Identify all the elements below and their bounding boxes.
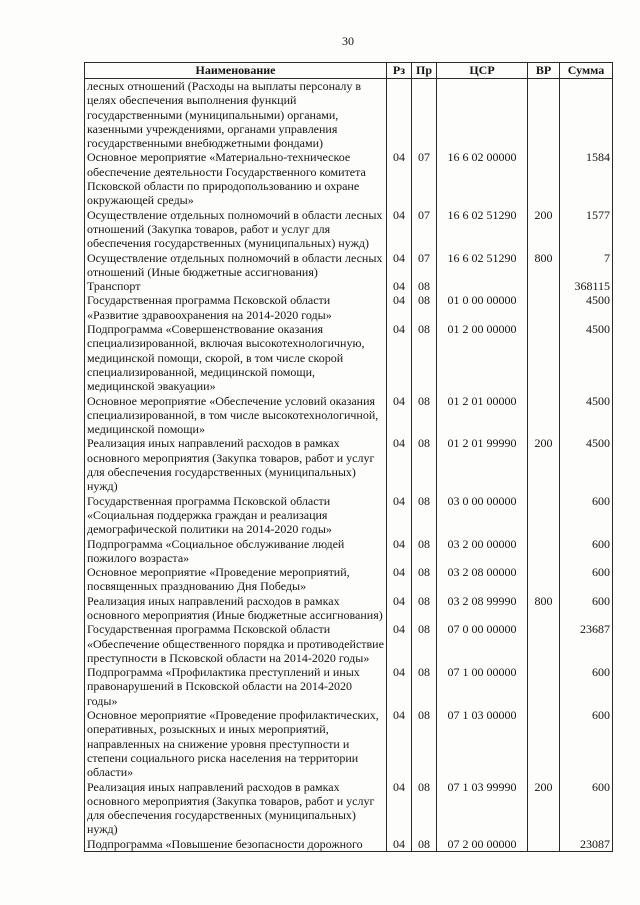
page-number: 30 — [342, 34, 354, 48]
table-row — [85, 565, 613, 594]
cell-name: Государственная программа Псковской области «Обеспечение общественного порядка и противодействие преступности в Псковской области на 2014-2020 годы» — [85, 622, 387, 665]
cell-vr — [528, 279, 560, 293]
cell-rz: 04 — [387, 322, 412, 393]
cell-rz: 04 — [387, 622, 412, 665]
cell-sum: 600 — [560, 708, 613, 779]
cell-vr — [528, 293, 560, 322]
cell-vr — [528, 537, 560, 566]
table-row — [85, 622, 613, 665]
header-cell-pr: Пр — [412, 63, 437, 79]
table-row — [85, 79, 613, 151]
cell-vr — [528, 622, 560, 665]
table-row — [85, 208, 613, 251]
table-row — [85, 279, 613, 293]
table-row — [85, 436, 613, 493]
cell-sum: 1584 — [560, 150, 613, 207]
cell-rz: 04 — [387, 394, 412, 437]
header-cell-rz: Рз — [387, 63, 412, 79]
cell-pr: 08 — [412, 594, 437, 623]
cell-pr: 08 — [412, 436, 437, 493]
cell-name: Транспорт — [85, 279, 387, 293]
cell-pr: 08 — [412, 322, 437, 393]
table-row — [85, 322, 613, 393]
cell-rz: 04 — [387, 293, 412, 322]
cell-name: Осуществление отдельных полномочий в области лесных отношений (Закупка товаров, работ и услуг для обеспечения государственных (муниципальных) нужд) — [85, 208, 387, 251]
cell-name: лесных отношений (Расходы на выплаты персоналу в целях обеспечения выполнения функций государственными (муниципальными) органами, казенными учреждениями, органами управления государственными внебюджетными фондами) — [85, 79, 387, 151]
cell-sum: 23687 — [560, 622, 613, 665]
cell-csr — [437, 79, 528, 151]
cell-rz: 04 — [387, 780, 412, 837]
cell-vr — [528, 708, 560, 779]
table-row — [85, 251, 613, 280]
header-cell-csr: ЦСР — [437, 63, 528, 79]
cell-name: Реализация иных направлений расходов в рамках основного мероприятия (Иные бюджетные ассигнования) — [85, 594, 387, 623]
cell-pr: 08 — [412, 837, 437, 852]
cell-csr: 07 1 03 99990 — [437, 780, 528, 837]
cell-csr: 07 1 00 00000 — [437, 665, 528, 708]
cell-sum: 368115 — [560, 279, 613, 293]
cell-csr: 07 1 03 00000 — [437, 708, 528, 779]
cell-pr: 08 — [412, 708, 437, 779]
cell-rz: 04 — [387, 150, 412, 207]
cell-rz: 04 — [387, 494, 412, 537]
table-row — [85, 837, 613, 852]
cell-rz: 04 — [387, 837, 412, 852]
cell-sum: 23087 — [560, 837, 613, 852]
cell-sum: 600 — [560, 565, 613, 594]
cell-rz: 04 — [387, 665, 412, 708]
cell-sum: 600 — [560, 537, 613, 566]
cell-csr — [437, 279, 528, 293]
cell-rz: 04 — [387, 594, 412, 623]
table-row — [85, 708, 613, 779]
cell-sum: 600 — [560, 494, 613, 537]
cell-name: Основное мероприятие «Проведение профилактических, оперативных, розыскных и иных мероприятий, направленных на снижение уровня преступности и степени социального риска населения на территории области» — [85, 708, 387, 779]
budget-table — [84, 62, 613, 852]
cell-rz: 04 — [387, 565, 412, 594]
cell-rz: 04 — [387, 708, 412, 779]
cell-sum: 4500 — [560, 436, 613, 493]
cell-pr: 07 — [412, 208, 437, 251]
table-header-row — [85, 63, 613, 79]
table-row — [85, 293, 613, 322]
cell-csr: 16 6 02 00000 — [437, 150, 528, 207]
cell-csr: 16 6 02 51290 — [437, 208, 528, 251]
cell-csr: 01 2 01 00000 — [437, 394, 528, 437]
cell-name: Основное мероприятие «Материально-техническое обеспечение деятельности Государственного комитета Псковской области по природопользованию и охране окружающей среды» — [85, 150, 387, 207]
cell-sum: 600 — [560, 594, 613, 623]
table-row — [85, 494, 613, 537]
cell-rz: 04 — [387, 436, 412, 493]
cell-vr — [528, 494, 560, 537]
cell-csr: 01 0 00 00000 — [437, 293, 528, 322]
cell-sum: 4500 — [560, 293, 613, 322]
cell-csr: 16 6 02 51290 — [437, 251, 528, 280]
cell-name: Подпрограмма «Совершенствование оказания специализированной, включая высокотехнологичную, медицинской помощи, скорой, в том числе скорой специализированной, медицинской помощи, медицинской эвакуации» — [85, 322, 387, 393]
cell-pr: 07 — [412, 251, 437, 280]
table-row — [85, 537, 613, 566]
cell-name: Подпрограмма «Профилактика преступлений и иных правонарушений в Псковской области на 2014-2020 годы» — [85, 665, 387, 708]
cell-sum: 1577 — [560, 208, 613, 251]
cell-csr: 01 2 00 00000 — [437, 322, 528, 393]
table-row — [85, 665, 613, 708]
table-row — [85, 780, 613, 837]
cell-vr — [528, 150, 560, 207]
cell-name: Подпрограмма «Социальное обслуживание людей пожилого возраста» — [85, 537, 387, 566]
cell-pr: 08 — [412, 565, 437, 594]
cell-csr: 03 2 00 00000 — [437, 537, 528, 566]
header-cell-vr: ВР — [528, 63, 560, 79]
cell-pr — [412, 79, 437, 151]
cell-pr: 08 — [412, 279, 437, 293]
cell-csr: 07 2 00 00000 — [437, 837, 528, 852]
table-body — [85, 79, 613, 852]
cell-rz: 04 — [387, 279, 412, 293]
cell-name: Основное мероприятие «Проведение мероприятий, посвященных празднованию Дня Победы» — [85, 565, 387, 594]
cell-name: Государственная программа Псковской области «Социальная поддержка граждан и реализация демографической политики на 2014-2020 годы» — [85, 494, 387, 537]
cell-pr: 08 — [412, 394, 437, 437]
cell-vr: 200 — [528, 436, 560, 493]
header-cell-sum: Сумма — [560, 63, 613, 79]
cell-pr: 07 — [412, 150, 437, 207]
cell-name: Осуществление отдельных полномочий в области лесных отношений (Иные бюджетные ассигнования) — [85, 251, 387, 280]
cell-sum: 600 — [560, 665, 613, 708]
header-cell-name: Наименование — [85, 63, 387, 79]
cell-vr — [528, 665, 560, 708]
cell-rz: 04 — [387, 208, 412, 251]
cell-csr: 03 2 08 99990 — [437, 594, 528, 623]
cell-vr: 200 — [528, 780, 560, 837]
cell-sum: 7 — [560, 251, 613, 280]
cell-csr: 03 2 08 00000 — [437, 565, 528, 594]
cell-vr — [528, 394, 560, 437]
cell-vr — [528, 322, 560, 393]
cell-rz: 04 — [387, 537, 412, 566]
cell-pr: 08 — [412, 494, 437, 537]
cell-vr: 800 — [528, 594, 560, 623]
cell-sum: 4500 — [560, 394, 613, 437]
cell-pr: 08 — [412, 293, 437, 322]
cell-vr: 800 — [528, 251, 560, 280]
table-row — [85, 150, 613, 207]
cell-sum: 600 — [560, 780, 613, 837]
cell-name: Реализация иных направлений расходов в рамках основного мероприятия (Закупка товаров, работ и услуг для обеспечения государственных (муниципальных) нужд) — [85, 780, 387, 837]
cell-rz: 04 — [387, 251, 412, 280]
table-row — [85, 594, 613, 623]
cell-name: Подпрограмма «Повышение безопасности дорожного — [85, 837, 387, 852]
cell-name: Реализация иных направлений расходов в рамках основного мероприятия (Закупка товаров, работ и услуг для обеспечения государственных (муниципальных) нужд) — [85, 436, 387, 493]
cell-sum: 4500 — [560, 322, 613, 393]
cell-vr: 200 — [528, 208, 560, 251]
table-row — [85, 394, 613, 437]
cell-pr: 08 — [412, 780, 437, 837]
cell-vr — [528, 79, 560, 151]
cell-csr: 07 0 00 00000 — [437, 622, 528, 665]
cell-rz — [387, 79, 412, 151]
cell-csr: 03 0 00 00000 — [437, 494, 528, 537]
cell-pr: 08 — [412, 537, 437, 566]
cell-csr: 01 2 01 99990 — [437, 436, 528, 493]
cell-vr — [528, 837, 560, 852]
cell-sum — [560, 79, 613, 151]
cell-name: Основное мероприятие «Обеспечение условий оказания специализированной, в том числе высокотехнологичной, медицинской помощи» — [85, 394, 387, 437]
cell-name: Государственная программа Псковской области «Развитие здравоохранения на 2014-2020 годы» — [85, 293, 387, 322]
cell-pr: 08 — [412, 665, 437, 708]
cell-vr — [528, 565, 560, 594]
cell-pr: 08 — [412, 622, 437, 665]
